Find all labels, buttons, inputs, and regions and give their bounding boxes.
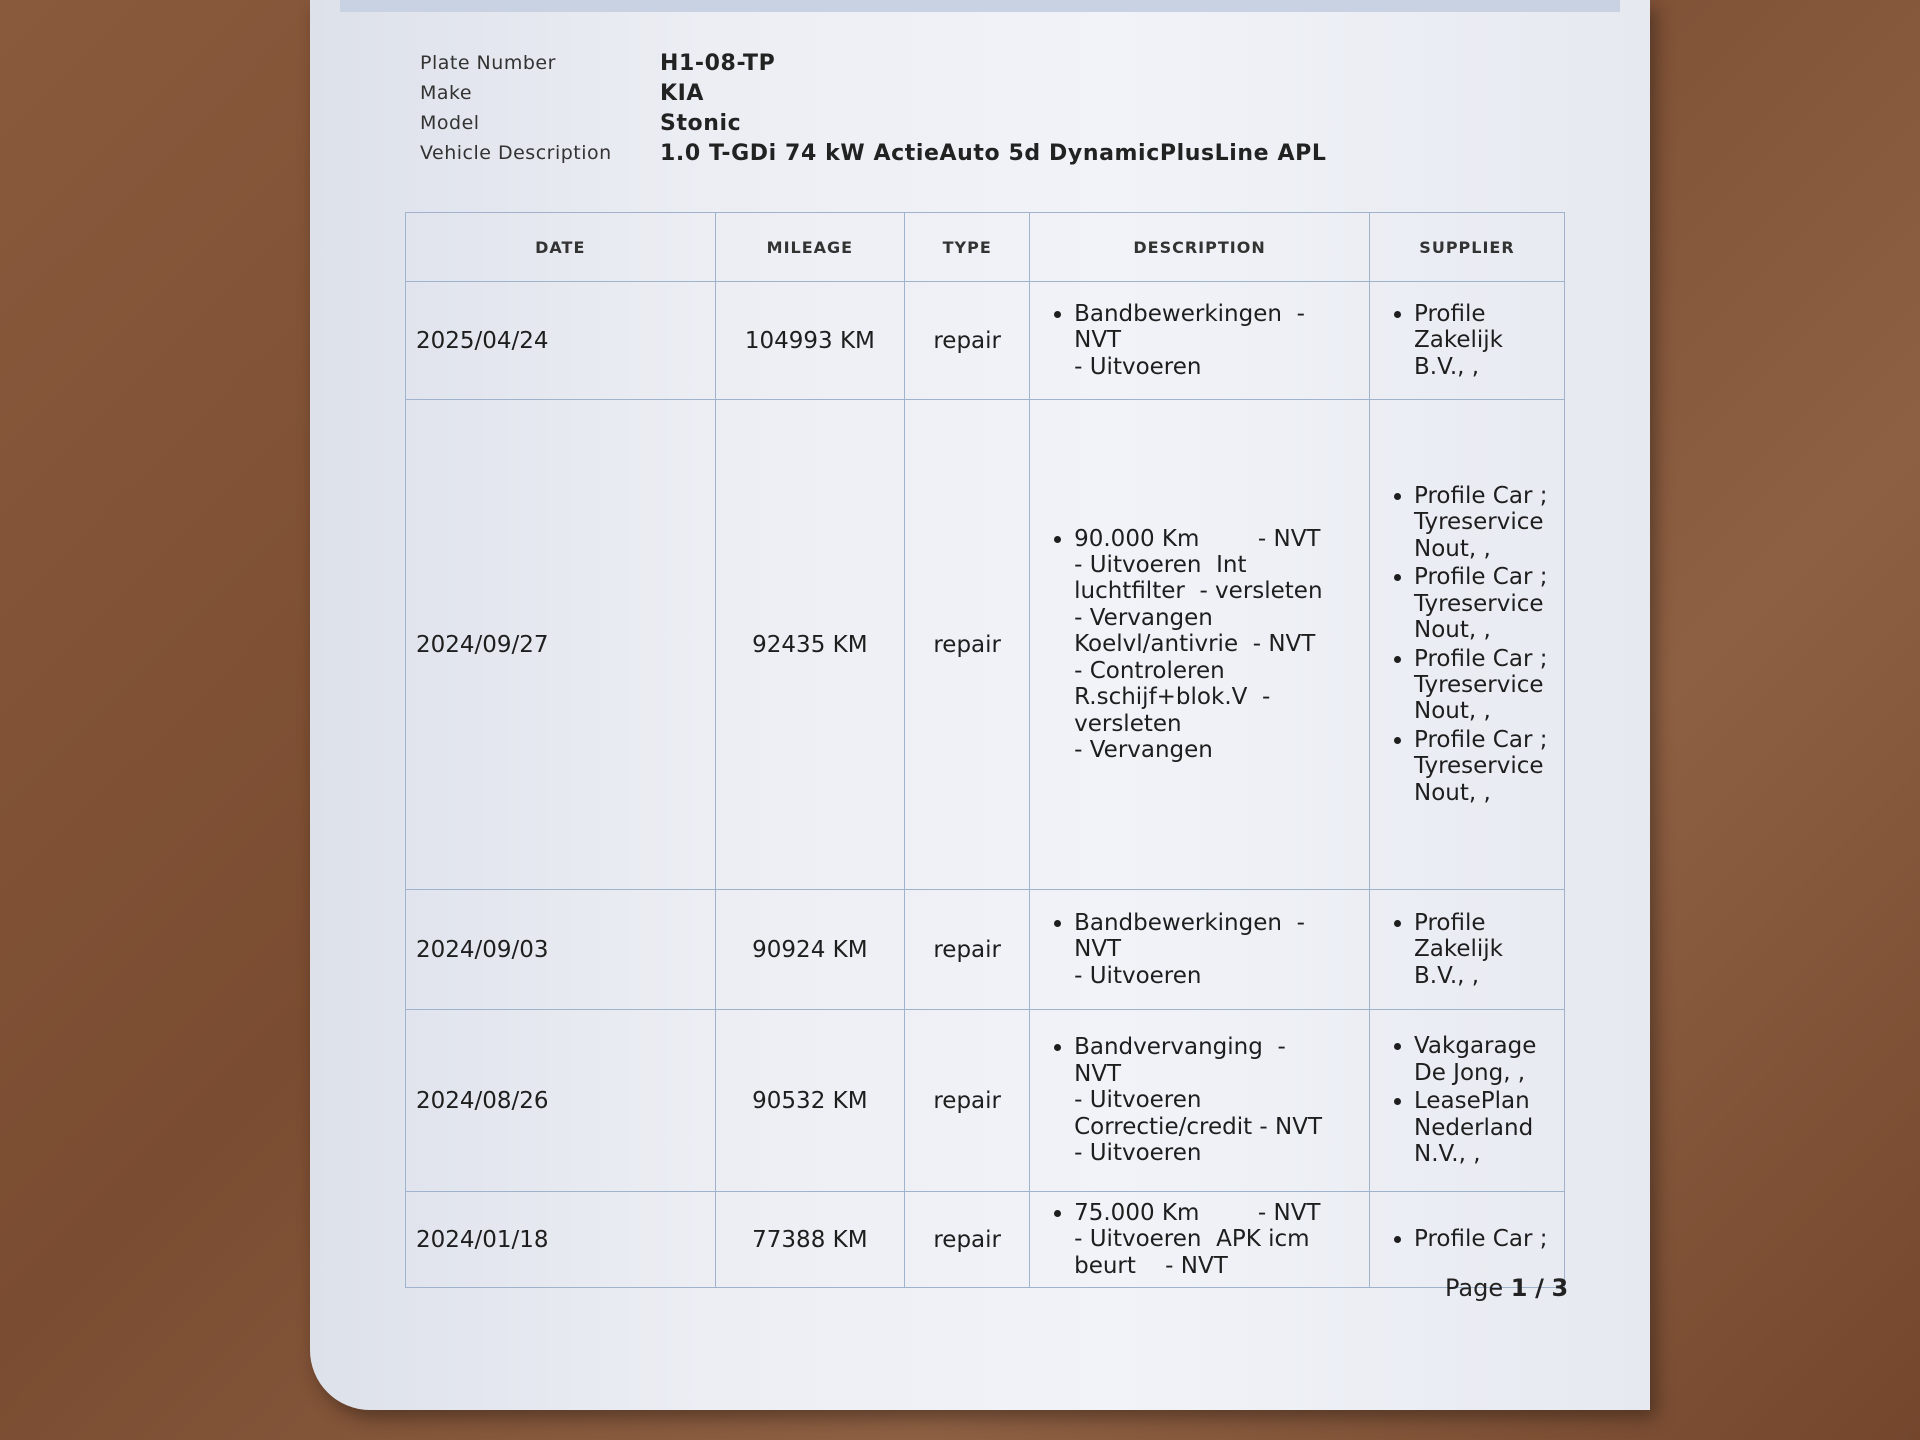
supplier-list [1380, 1033, 1554, 1167]
plate-label: Plate Number [420, 52, 556, 74]
table-row [406, 282, 1565, 400]
description-row [420, 138, 1326, 168]
page-current: 1 [1510, 1274, 1528, 1302]
supplier-list [1380, 910, 1554, 989]
vehicle-description-label: Vehicle Description [420, 142, 612, 164]
column-header-date: DATE [406, 213, 716, 282]
table-body [406, 282, 1565, 1288]
cell-type: repair [905, 400, 1030, 890]
vehicle-description-value: 1.0 T-GDi 74 kW ActieAuto 5d DynamicPlusLine APL [660, 140, 1327, 166]
description-line: beurt - NVT [1074, 1252, 1228, 1279]
make-label: Make [420, 82, 473, 104]
description-line: luchtfilter - versleten [1074, 578, 1323, 605]
cell-date: 2025/04/24 [406, 282, 716, 400]
description-item [1074, 526, 1359, 764]
cell-date: 2024/09/03 [406, 890, 716, 1010]
description-line: • 90.000 Km - NVT [1074, 525, 1321, 552]
cell-supplier [1369, 1010, 1564, 1192]
description-list [1040, 1200, 1359, 1279]
description-line: NVT [1074, 936, 1122, 963]
supplier-item: • Profile Car ; Tyreservice Nout, , [1414, 646, 1554, 725]
cell-description [1030, 400, 1370, 890]
description-line: versleten [1074, 710, 1182, 737]
model-row [420, 108, 1326, 138]
cell-description [1030, 1010, 1370, 1192]
make-value: KIA [660, 80, 705, 106]
model-label: Model [420, 112, 480, 134]
cell-date: 2024/09/27 [406, 400, 716, 890]
column-header-type: TYPE [905, 213, 1030, 282]
page-word: Page [1445, 1274, 1504, 1302]
description-line: Correctie/credit - NVT [1074, 1113, 1323, 1140]
description-line: - Vervangen [1074, 737, 1213, 764]
page-indicator [1445, 1274, 1568, 1302]
description-list [1040, 910, 1359, 989]
plate-row [420, 48, 1326, 78]
description-line: - Uitvoeren [1074, 1140, 1202, 1167]
cell-description [1030, 1192, 1370, 1288]
cell-mileage: 77388 KM [715, 1192, 905, 1288]
column-header-description: DESCRIPTION [1030, 213, 1370, 282]
page-total: 3 [1551, 1274, 1569, 1302]
column-header-supplier: SUPPLIER [1369, 213, 1564, 282]
cell-supplier [1369, 282, 1564, 400]
cell-description [1030, 890, 1370, 1010]
description-line: - Uitvoeren Int [1074, 551, 1247, 578]
cell-type: repair [905, 890, 1030, 1010]
column-header-mileage: MILEAGE [715, 213, 905, 282]
cell-mileage: 92435 KM [715, 400, 905, 890]
description-line: Koelvl/antivrie - NVT [1074, 631, 1316, 658]
supplier-list [1380, 301, 1554, 380]
description-list [1040, 301, 1359, 380]
cell-mileage: 104993 KM [715, 282, 905, 400]
supplier-item: • Profile Car ; Tyreservice Nout, , [1414, 727, 1554, 806]
cell-type: repair [905, 1192, 1030, 1288]
description-list [1040, 526, 1359, 764]
cell-description [1030, 282, 1370, 400]
cell-date: 2024/01/18 [406, 1192, 716, 1288]
description-line: • 75.000 Km - NVT [1074, 1200, 1321, 1226]
supplier-item: • Profile Zakelijk B.V., , [1414, 301, 1554, 380]
description-item [1074, 910, 1359, 989]
make-row [420, 78, 1326, 108]
description-list [1040, 1034, 1359, 1166]
cell-type: repair [905, 282, 1030, 400]
supplier-item: • Profile Car ; [1414, 1226, 1554, 1252]
table-header-row [406, 213, 1565, 282]
maintenance-history-table [405, 212, 1565, 1288]
table-row [406, 890, 1565, 1010]
description-line: • Bandvervanging - [1074, 1034, 1286, 1061]
model-value: Stonic [660, 110, 742, 136]
supplier-list [1380, 1226, 1554, 1252]
document-page [310, 0, 1650, 1410]
description-item [1074, 1200, 1359, 1279]
supplier-item: • LeasePlan Nederland N.V., , [1414, 1088, 1554, 1167]
table-row [406, 400, 1565, 890]
supplier-item: • Profile Zakelijk B.V., , [1414, 910, 1554, 989]
cell-date: 2024/08/26 [406, 1010, 716, 1192]
description-item [1074, 301, 1359, 380]
table-row [406, 1010, 1565, 1192]
cell-type: repair [905, 1010, 1030, 1192]
description-line: NVT [1074, 327, 1122, 354]
supplier-item: • Profile Car ; Tyreservice Nout, , [1414, 483, 1554, 562]
supplier-item: • Vakgarage De Jong, , [1414, 1033, 1554, 1086]
cell-mileage: 90532 KM [715, 1010, 905, 1192]
description-line: NVT [1074, 1060, 1122, 1087]
supplier-item: • Profile Car ; Tyreservice Nout, , [1414, 564, 1554, 643]
description-line: - Controleren [1074, 657, 1225, 684]
header-strip [340, 0, 1620, 12]
cell-supplier [1369, 400, 1564, 890]
description-line: • Bandbewerkingen - [1074, 300, 1305, 327]
vehicle-info [420, 48, 1326, 168]
supplier-list [1380, 483, 1554, 806]
description-line: - Uitvoeren APK icm [1074, 1226, 1310, 1253]
page-separator: / [1535, 1274, 1544, 1302]
description-line: - Vervangen [1074, 604, 1213, 631]
description-line: - Uitvoeren [1074, 1087, 1202, 1114]
cell-mileage: 90924 KM [715, 890, 905, 1010]
description-line: - Uitvoeren [1074, 962, 1202, 989]
description-item [1074, 1034, 1359, 1166]
description-line: • Bandbewerkingen - [1074, 909, 1305, 936]
description-line: R.schijf+blok.V - [1074, 684, 1271, 711]
table-row [406, 1192, 1565, 1288]
description-line: - Uitvoeren [1074, 353, 1202, 380]
plate-value: H1-08-TP [660, 50, 776, 76]
cell-supplier [1369, 890, 1564, 1010]
